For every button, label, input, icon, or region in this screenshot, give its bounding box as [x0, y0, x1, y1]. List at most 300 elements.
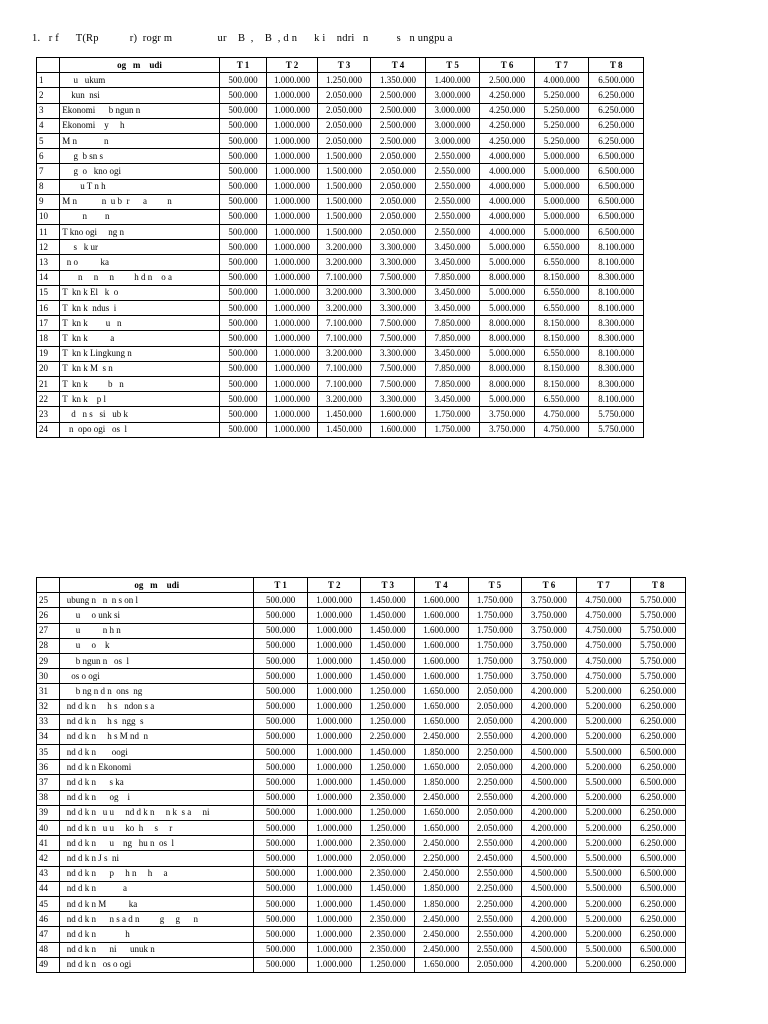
- fee-value: 1.250.000: [361, 957, 415, 972]
- row-number: 45: [37, 896, 60, 911]
- fee-value: 500.000: [254, 957, 308, 972]
- fee-value: 3.200.000: [317, 255, 371, 270]
- fee-value: 500.000: [254, 836, 308, 851]
- fee-value: 7.100.000: [317, 316, 371, 331]
- fee-value: 500.000: [254, 653, 308, 668]
- row-number: 48: [37, 942, 60, 957]
- fee-value: 4.000.000: [480, 179, 535, 194]
- fee-value: 8.000.000: [480, 361, 535, 376]
- fee-value: 6.250.000: [631, 896, 686, 911]
- header-term-7: T 7: [534, 58, 589, 73]
- fee-value: 3.450.000: [425, 240, 480, 255]
- program-name: d n s si ub k: [60, 407, 220, 422]
- fee-value: 8.300.000: [589, 270, 644, 285]
- program-name: M n n: [60, 133, 220, 148]
- fee-value: 1.500.000: [317, 164, 371, 179]
- fee-value: 5.000.000: [534, 149, 589, 164]
- table-row: [37, 684, 686, 699]
- row-number: 5: [37, 133, 60, 148]
- fee-value: 1.000.000: [267, 361, 317, 376]
- fee-value: 5.200.000: [576, 684, 631, 699]
- fee-value: 3.750.000: [522, 638, 577, 653]
- fee-value: 1.000.000: [267, 209, 317, 224]
- fee-value: 6.500.000: [589, 179, 644, 194]
- fee-value: 8.150.000: [534, 316, 589, 331]
- fee-value: 5.000.000: [480, 301, 535, 316]
- fee-value: 1.600.000: [371, 407, 426, 422]
- fee-value: 1.000.000: [307, 896, 361, 911]
- fee-value: 6.500.000: [589, 194, 644, 209]
- fee-value: 1.250.000: [361, 714, 415, 729]
- program-name: nd d k n s ka: [60, 775, 254, 790]
- fee-value: 1.450.000: [361, 638, 415, 653]
- fee-value: 6.250.000: [631, 684, 686, 699]
- fee-value: 4.200.000: [522, 684, 577, 699]
- header-term-5: T 5: [468, 578, 522, 593]
- fee-value: 6.550.000: [534, 285, 589, 300]
- fee-value: 2.550.000: [425, 194, 480, 209]
- document-heading: 1. r f T(Rp r) rogr m ur B , B , d n k i ndri n s n ungpu a: [32, 33, 453, 44]
- fee-value: 5.750.000: [589, 422, 644, 437]
- fee-value: 500.000: [219, 361, 266, 376]
- fee-value: 2.350.000: [361, 942, 415, 957]
- fee-value: 6.550.000: [534, 392, 589, 407]
- fee-value: 5.000.000: [480, 285, 535, 300]
- fee-value: 2.250.000: [468, 881, 522, 896]
- fee-value: 8.150.000: [534, 376, 589, 391]
- fee-value: 1.000.000: [267, 179, 317, 194]
- fee-value: 3.450.000: [425, 301, 480, 316]
- fee-value: 2.250.000: [468, 896, 522, 911]
- fee-value: 5.750.000: [589, 407, 644, 422]
- header-no: [37, 58, 60, 73]
- fee-value: 1.000.000: [267, 133, 317, 148]
- row-number: 27: [37, 623, 60, 638]
- fee-value: 1.000.000: [307, 957, 361, 972]
- fee-value: 1.000.000: [307, 714, 361, 729]
- fee-value: 4.000.000: [480, 209, 535, 224]
- header-term-8: T 8: [589, 58, 644, 73]
- fee-value: 5.200.000: [576, 957, 631, 972]
- fee-value: 1.000.000: [267, 194, 317, 209]
- fee-value: 4.000.000: [480, 225, 535, 240]
- program-name: nd d k n h: [60, 927, 254, 942]
- fee-value: 5.250.000: [534, 103, 589, 118]
- header-term-7: T 7: [576, 578, 631, 593]
- fee-value: 500.000: [219, 133, 266, 148]
- fee-value: 1.000.000: [267, 316, 317, 331]
- row-number: 40: [37, 821, 60, 836]
- table-row: [37, 608, 686, 623]
- fee-value: 500.000: [254, 775, 308, 790]
- header-program-studi: og m udi: [60, 578, 254, 593]
- fee-value: 8.150.000: [534, 270, 589, 285]
- fee-value: 5.500.000: [576, 775, 631, 790]
- row-number: 42: [37, 851, 60, 866]
- fee-value: 500.000: [254, 821, 308, 836]
- fee-value: 2.250.000: [415, 851, 469, 866]
- fee-value: 6.500.000: [631, 745, 686, 760]
- header-term-1: T 1: [254, 578, 308, 593]
- fee-value: 1.000.000: [267, 346, 317, 361]
- table-row: [37, 821, 686, 836]
- fee-value: 2.450.000: [415, 729, 469, 744]
- fee-value: 1.600.000: [415, 669, 469, 684]
- fee-value: 7.850.000: [425, 376, 480, 391]
- program-name: b ng n d n ons ng: [60, 684, 254, 699]
- fee-value: 1.650.000: [415, 821, 469, 836]
- table-row: [37, 669, 686, 684]
- program-name: T kn k El k o: [60, 285, 220, 300]
- fee-value: 8.000.000: [480, 270, 535, 285]
- fee-value: 2.450.000: [415, 836, 469, 851]
- fee-value: 2.050.000: [468, 821, 522, 836]
- fee-value: 6.500.000: [631, 775, 686, 790]
- table-row: [37, 957, 686, 972]
- fee-value: 500.000: [254, 790, 308, 805]
- fee-value: 500.000: [219, 255, 266, 270]
- table-row: [37, 407, 644, 422]
- table-row: [37, 73, 644, 88]
- fee-value: 6.250.000: [589, 103, 644, 118]
- program-name: T kn k u n: [60, 316, 220, 331]
- fee-value: 8.000.000: [480, 331, 535, 346]
- fee-value: 1.000.000: [307, 760, 361, 775]
- fee-value: 4.200.000: [522, 836, 577, 851]
- fee-value: 6.250.000: [631, 836, 686, 851]
- fee-value: 500.000: [254, 729, 308, 744]
- fee-value: 2.550.000: [425, 149, 480, 164]
- program-name: u ukum: [60, 73, 220, 88]
- fee-value: 2.500.000: [371, 88, 426, 103]
- fee-value: 1.600.000: [371, 422, 426, 437]
- fee-value: 1.000.000: [267, 164, 317, 179]
- fee-value: 3.000.000: [425, 88, 480, 103]
- fee-value: 6.500.000: [631, 866, 686, 881]
- fee-value: 5.200.000: [576, 714, 631, 729]
- row-number: 38: [37, 790, 60, 805]
- fee-value: 5.200.000: [576, 927, 631, 942]
- program-name: n n n h d n o a: [60, 270, 220, 285]
- fee-value: 4.000.000: [534, 73, 589, 88]
- table-row: [37, 699, 686, 714]
- fee-value: 2.500.000: [480, 73, 535, 88]
- fee-value: 8.100.000: [589, 346, 644, 361]
- row-number: 31: [37, 684, 60, 699]
- fee-value: 3.200.000: [317, 240, 371, 255]
- fee-value: 5.500.000: [576, 745, 631, 760]
- table-row: [37, 376, 644, 391]
- fee-value: 500.000: [219, 301, 266, 316]
- fee-value: 5.200.000: [576, 790, 631, 805]
- fee-value: 2.350.000: [361, 927, 415, 942]
- table-row: [37, 623, 686, 638]
- row-number: 12: [37, 240, 60, 255]
- fee-value: 1.250.000: [361, 760, 415, 775]
- fee-value: 6.250.000: [589, 88, 644, 103]
- header-term-5: T 5: [425, 58, 480, 73]
- fee-value: 3.450.000: [425, 255, 480, 270]
- table-header-row: [37, 578, 686, 593]
- fee-value: 4.250.000: [480, 133, 535, 148]
- fee-value: 6.250.000: [631, 699, 686, 714]
- fee-value: 1.650.000: [415, 699, 469, 714]
- fee-value: 3.200.000: [317, 285, 371, 300]
- fee-value: 2.550.000: [425, 225, 480, 240]
- header-term-6: T 6: [480, 58, 535, 73]
- fee-value: 5.000.000: [534, 164, 589, 179]
- fee-value: 1.750.000: [468, 638, 522, 653]
- table-row: [37, 745, 686, 760]
- fee-value: 1.000.000: [307, 790, 361, 805]
- table-row: [37, 927, 686, 942]
- fee-value: 6.500.000: [589, 164, 644, 179]
- fee-value: 1.500.000: [317, 149, 371, 164]
- fee-value: 4.200.000: [522, 714, 577, 729]
- program-name: nd d k n M ka: [60, 896, 254, 911]
- fee-value: 1.750.000: [425, 422, 480, 437]
- fee-value: 8.150.000: [534, 331, 589, 346]
- table-row: [37, 285, 644, 300]
- fee-value: 1.000.000: [307, 805, 361, 820]
- header-no: [37, 578, 60, 593]
- header-term-2: T 2: [307, 578, 361, 593]
- fee-value: 3.000.000: [425, 103, 480, 118]
- row-number: 7: [37, 164, 60, 179]
- fee-value: 8.300.000: [589, 376, 644, 391]
- row-number: 41: [37, 836, 60, 851]
- table-row: [37, 133, 644, 148]
- program-name: nd d k n ni unuk n: [60, 942, 254, 957]
- table-row: [37, 760, 686, 775]
- program-name: T kno ogi ng n: [60, 225, 220, 240]
- fee-value: 4.200.000: [522, 760, 577, 775]
- fee-value: 3.300.000: [371, 255, 426, 270]
- program-name: nd d k n p h n h a: [60, 866, 254, 881]
- fee-value: 4.750.000: [576, 593, 631, 608]
- fee-value: 5.250.000: [534, 133, 589, 148]
- fee-value: 4.750.000: [576, 623, 631, 638]
- fee-value: 1.000.000: [267, 240, 317, 255]
- fee-value: 2.050.000: [468, 805, 522, 820]
- fee-value: 3.450.000: [425, 392, 480, 407]
- table-row: [37, 790, 686, 805]
- fee-value: 1.650.000: [415, 760, 469, 775]
- fee-value: 500.000: [219, 73, 266, 88]
- fee-value: 6.500.000: [631, 942, 686, 957]
- fee-value: 1.000.000: [307, 653, 361, 668]
- fee-table-1: [36, 57, 644, 438]
- table-row: [37, 270, 644, 285]
- fee-value: 500.000: [254, 608, 308, 623]
- fee-value: 3.000.000: [425, 133, 480, 148]
- fee-value: 1.450.000: [361, 775, 415, 790]
- fee-value: 1.650.000: [415, 957, 469, 972]
- fee-value: 4.750.000: [576, 638, 631, 653]
- fee-value: 2.050.000: [468, 684, 522, 699]
- fee-value: 2.050.000: [468, 760, 522, 775]
- fee-value: 1.450.000: [361, 669, 415, 684]
- fee-value: 8.100.000: [589, 255, 644, 270]
- fee-value: 2.050.000: [468, 957, 522, 972]
- program-name: ubung n n n s on l: [60, 593, 254, 608]
- fee-value: 7.100.000: [317, 331, 371, 346]
- fee-value: 7.500.000: [371, 361, 426, 376]
- fee-value: 7.100.000: [317, 270, 371, 285]
- row-number: 39: [37, 805, 60, 820]
- row-number: 49: [37, 957, 60, 972]
- fee-value: 4.200.000: [522, 927, 577, 942]
- table-row: [37, 301, 644, 316]
- header-term-8: T 8: [631, 578, 686, 593]
- fee-value: 8.100.000: [589, 240, 644, 255]
- fee-value: 500.000: [219, 392, 266, 407]
- row-number: 23: [37, 407, 60, 422]
- header-term-3: T 3: [361, 578, 415, 593]
- program-name: n opo ogi os l: [60, 422, 220, 437]
- table-row: [37, 593, 686, 608]
- fee-value: 1.750.000: [468, 593, 522, 608]
- fee-value: 1.000.000: [267, 118, 317, 133]
- fee-value: 3.300.000: [371, 346, 426, 361]
- fee-value: 4.500.000: [522, 775, 577, 790]
- fee-value: 2.550.000: [468, 790, 522, 805]
- fee-value: 2.050.000: [317, 133, 371, 148]
- fee-value: 1.000.000: [307, 729, 361, 744]
- fee-value: 1.750.000: [468, 623, 522, 638]
- row-number: 21: [37, 376, 60, 391]
- row-number: 36: [37, 760, 60, 775]
- program-name: T kn k p l: [60, 392, 220, 407]
- fee-value: 2.550.000: [468, 927, 522, 942]
- fee-value: 2.350.000: [361, 866, 415, 881]
- header-term-3: T 3: [317, 58, 371, 73]
- fee-value: 6.500.000: [589, 149, 644, 164]
- fee-value: 3.300.000: [371, 240, 426, 255]
- row-number: 43: [37, 866, 60, 881]
- fee-value: 500.000: [219, 316, 266, 331]
- table-row: [37, 422, 644, 437]
- fee-value: 3.300.000: [371, 392, 426, 407]
- fee-value: 5.750.000: [631, 669, 686, 684]
- fee-value: 6.550.000: [534, 346, 589, 361]
- fee-value: 500.000: [254, 684, 308, 699]
- table-row: [37, 896, 686, 911]
- fee-value: 1.750.000: [425, 407, 480, 422]
- fee-value: 6.250.000: [589, 118, 644, 133]
- table-row: [37, 240, 644, 255]
- fee-value: 2.050.000: [371, 164, 426, 179]
- fee-value: 4.200.000: [522, 912, 577, 927]
- fee-value: 1.450.000: [361, 623, 415, 638]
- fee-value: 5.200.000: [576, 805, 631, 820]
- table-row: [37, 714, 686, 729]
- fee-value: 3.750.000: [480, 422, 535, 437]
- table-row: [37, 942, 686, 957]
- table-row: [37, 912, 686, 927]
- fee-value: 1.600.000: [415, 653, 469, 668]
- fee-value: 500.000: [254, 805, 308, 820]
- fee-value: 6.250.000: [589, 133, 644, 148]
- program-name: nd d k n h s ndon s a: [60, 699, 254, 714]
- fee-value: 500.000: [219, 240, 266, 255]
- fee-value: 7.850.000: [425, 361, 480, 376]
- fee-value: 5.200.000: [576, 699, 631, 714]
- program-name: g b sn s: [60, 149, 220, 164]
- fee-value: 2.050.000: [468, 714, 522, 729]
- fee-value: 8.100.000: [589, 301, 644, 316]
- fee-value: 6.250.000: [631, 729, 686, 744]
- program-name: nd d k n u ng hu n os l: [60, 836, 254, 851]
- fee-value: 3.450.000: [425, 346, 480, 361]
- fee-value: 5.500.000: [576, 881, 631, 896]
- row-number: 1: [37, 73, 60, 88]
- row-number: 30: [37, 669, 60, 684]
- fee-value: 5.000.000: [534, 209, 589, 224]
- program-name: s k ur: [60, 240, 220, 255]
- table-row: [37, 346, 644, 361]
- fee-value: 5.750.000: [631, 623, 686, 638]
- fee-value: 1.450.000: [317, 422, 371, 437]
- fee-value: 500.000: [254, 896, 308, 911]
- fee-value: 2.450.000: [415, 790, 469, 805]
- fee-value: 500.000: [254, 851, 308, 866]
- row-number: 4: [37, 118, 60, 133]
- fee-value: 1.000.000: [307, 745, 361, 760]
- fee-value: 5.000.000: [480, 255, 535, 270]
- fee-value: 7.850.000: [425, 270, 480, 285]
- fee-value: 6.250.000: [631, 821, 686, 836]
- fee-value: 1.500.000: [317, 179, 371, 194]
- fee-value: 5.000.000: [480, 392, 535, 407]
- fee-value: 2.450.000: [415, 927, 469, 942]
- table-row: [37, 149, 644, 164]
- fee-value: 1.000.000: [267, 73, 317, 88]
- row-number: 14: [37, 270, 60, 285]
- fee-value: 2.050.000: [317, 88, 371, 103]
- program-name: u T n h: [60, 179, 220, 194]
- table-row: [37, 88, 644, 103]
- fee-value: 2.550.000: [468, 836, 522, 851]
- fee-value: 1.000.000: [267, 270, 317, 285]
- row-number: 29: [37, 653, 60, 668]
- header-term-1: T 1: [219, 58, 266, 73]
- program-name: M n n u b r a n: [60, 194, 220, 209]
- fee-value: 1.250.000: [361, 805, 415, 820]
- fee-value: 2.350.000: [361, 836, 415, 851]
- fee-value: 1.000.000: [267, 225, 317, 240]
- fee-value: 3.300.000: [371, 285, 426, 300]
- fee-value: 500.000: [219, 285, 266, 300]
- fee-value: 1.600.000: [415, 608, 469, 623]
- program-name: g o kno ogi: [60, 164, 220, 179]
- fee-value: 1.350.000: [371, 73, 426, 88]
- fee-value: 1.000.000: [267, 255, 317, 270]
- header-term-6: T 6: [522, 578, 577, 593]
- fee-value: 5.500.000: [576, 942, 631, 957]
- fee-value: 1.250.000: [361, 699, 415, 714]
- fee-value: 1.450.000: [361, 653, 415, 668]
- row-number: 8: [37, 179, 60, 194]
- fee-value: 2.550.000: [468, 729, 522, 744]
- fee-value: 6.550.000: [534, 255, 589, 270]
- fee-value: 6.500.000: [589, 73, 644, 88]
- table-row: [37, 361, 644, 376]
- fee-value: 1.450.000: [317, 407, 371, 422]
- fee-value: 2.050.000: [317, 103, 371, 118]
- fee-value: 2.250.000: [468, 745, 522, 760]
- fee-value: 500.000: [219, 194, 266, 209]
